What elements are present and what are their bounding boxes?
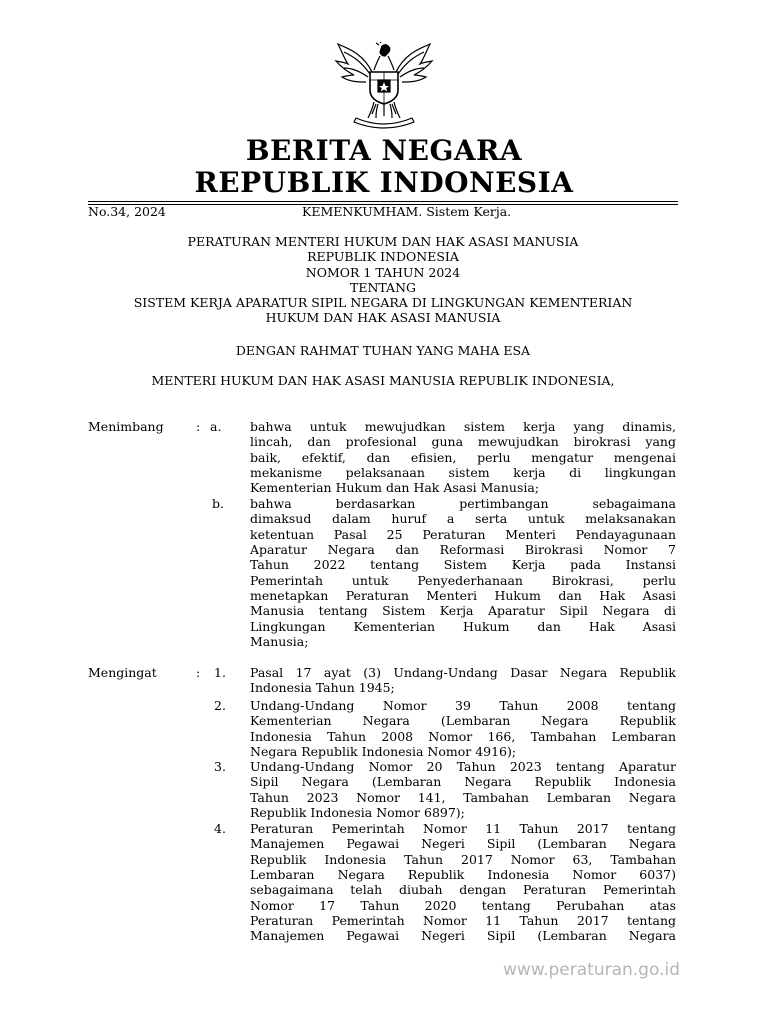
- text-line: Lingkungan Kementerian Hukum dan Hak Asasi: [250, 618, 676, 634]
- text-line: bahwa untuk mewujudkan sistem kerja yang dinamis,: [250, 419, 676, 434]
- regulation-title: [80, 234, 686, 326]
- regulation-title-line: HUKUM DAN HAK ASASI MANUSIA: [265, 310, 501, 326]
- mengingat-colon: :: [196, 665, 201, 680]
- text-line: Manusia;: [250, 633, 309, 649]
- mengingat-marker-3: 3.: [214, 759, 226, 774]
- mengingat-item-1: [250, 665, 676, 696]
- text-line: Negara Republik Indonesia Nomor 4916);: [250, 743, 517, 759]
- garuda-pancasila-emblem-icon: [332, 42, 436, 130]
- masthead-title-line2: REPUBLIK INDONESIA: [194, 166, 574, 199]
- gazette-agency: KEMENKUMHAM. Sistem Kerja.: [302, 204, 512, 219]
- regulation-title-line: NOMOR 1 TAHUN 2024: [305, 264, 461, 280]
- mengingat-marker-1: 1.: [214, 665, 226, 680]
- mengingat-label: Mengingat: [88, 665, 157, 680]
- text-line: Peraturan Pemerintah Nomor 11 Tahun 2017 tentang: [250, 821, 676, 836]
- text-line: Manusia tentang Sistem Kerja Aparatur Sipil Negara di: [250, 603, 676, 619]
- text-line: Republik Indonesia Nomor 6897);: [250, 804, 465, 820]
- authority-statement: MENTERI HUKUM DAN HAK ASASI MANUSIA REPUBLIK INDONESIA,: [151, 373, 615, 388]
- gazette-number: No.34, 2024: [88, 204, 166, 219]
- menimbang-marker-b: b.: [212, 496, 224, 511]
- text-line: Kementerian Hukum dan Hak Asasi Manusia;: [250, 480, 540, 496]
- regulation-title-line: REPUBLIK INDONESIA: [307, 249, 459, 265]
- text-line: Kementerian Negara (Lembaran Negara Republik: [250, 713, 676, 729]
- mengingat-item-3: [250, 759, 676, 820]
- mengingat-marker-4: 4.: [214, 821, 226, 836]
- regulation-title-line: SISTEM KERJA APARATUR SIPIL NEGARA DI LINGKUNGAN KEMENTERIAN: [133, 295, 633, 311]
- text-line: Republik Indonesia Tahun 2017 Nomor 63, Tambahan: [250, 851, 676, 867]
- preamble: DENGAN RAHMAT TUHAN YANG MAHA ESA: [235, 343, 531, 358]
- text-line: Lembaran Negara Republik Indonesia Nomor 6037): [250, 866, 676, 882]
- text-line: Pemerintah untuk Penyederhanaan Birokrasi, perlu: [250, 572, 676, 588]
- footer-url: www.peraturan.go.id: [502, 960, 680, 980]
- text-line: Undang-Undang Nomor 20 Tahun 2023 tentang Aparatur: [250, 759, 676, 774]
- text-line: Indonesia Tahun 2008 Nomor 166, Tambahan Lembaran: [250, 728, 676, 744]
- text-line: ketentuan Pasal 25 Peraturan Menteri Pendayagunaan: [250, 526, 676, 542]
- text-line: dimaksud dalam huruf a serta untuk melaksanakan: [250, 511, 676, 527]
- menimbang-item-b: [250, 496, 676, 649]
- menimbang-colon: :: [196, 419, 201, 434]
- text-line: Manajemen Pegawai Negeri Sipil (Lembaran Negara: [250, 928, 676, 944]
- menimbang-label: Menimbang: [88, 419, 164, 434]
- text-line: mekanisme pelaksanaan sistem kerja di lingkungan: [250, 464, 676, 480]
- text-line: Tahun 2023 Nomor 141, Tambahan Lembaran Negara: [250, 789, 676, 805]
- menimbang-item-a: [250, 419, 676, 496]
- text-line: Manajemen Pegawai Negeri Sipil (Lembaran Negara: [250, 836, 676, 852]
- text-line: Indonesia Tahun 1945;: [250, 680, 395, 696]
- text-line: Sipil Negara (Lembaran Negara Republik Indonesia: [250, 774, 676, 790]
- text-line: Undang-Undang Nomor 39 Tahun 2008 tentang: [250, 698, 676, 713]
- regulation-title-line: TENTANG: [349, 279, 416, 295]
- regulation-title-line: PERATURAN MENTERI HUKUM DAN HAK ASASI MANUSIA: [187, 234, 579, 249]
- mengingat-item-2: [250, 698, 676, 759]
- text-line: Aparatur Negara dan Reformasi Birokrasi Nomor 7: [250, 541, 676, 557]
- masthead-title-line1: BERITA NEGARA: [245, 134, 523, 167]
- text-line: Nomor 17 Tahun 2020 tentang Perubahan atas: [250, 897, 676, 913]
- text-line: menetapkan Peraturan Menteri Hukum dan Hak Asasi: [250, 587, 676, 603]
- text-line: Peraturan Pemerintah Nomor 11 Tahun 2017 tentang: [250, 912, 676, 928]
- masthead-divider: [88, 201, 678, 202]
- menimbang-marker-a: a.: [210, 419, 222, 434]
- mengingat-marker-2: 2.: [214, 698, 226, 713]
- text-line: Pasal 17 ayat (3) Undang-Undang Dasar Negara Republik: [250, 665, 676, 680]
- text-line: bahwa berdasarkan pertimbangan sebagaimana: [250, 496, 676, 511]
- text-line: baik, efektif, dan efisien, perlu mengatur mengenai: [250, 449, 676, 465]
- text-line: lincah, dan profesional guna mewujudkan birokrasi yang: [250, 434, 676, 450]
- mengingat-item-4: [250, 821, 676, 944]
- text-line: Tahun 2022 tentang Sistem Kerja pada Instansi: [250, 557, 676, 573]
- text-line: sebagaimana telah diubah dengan Peraturan Pemerintah: [250, 882, 676, 898]
